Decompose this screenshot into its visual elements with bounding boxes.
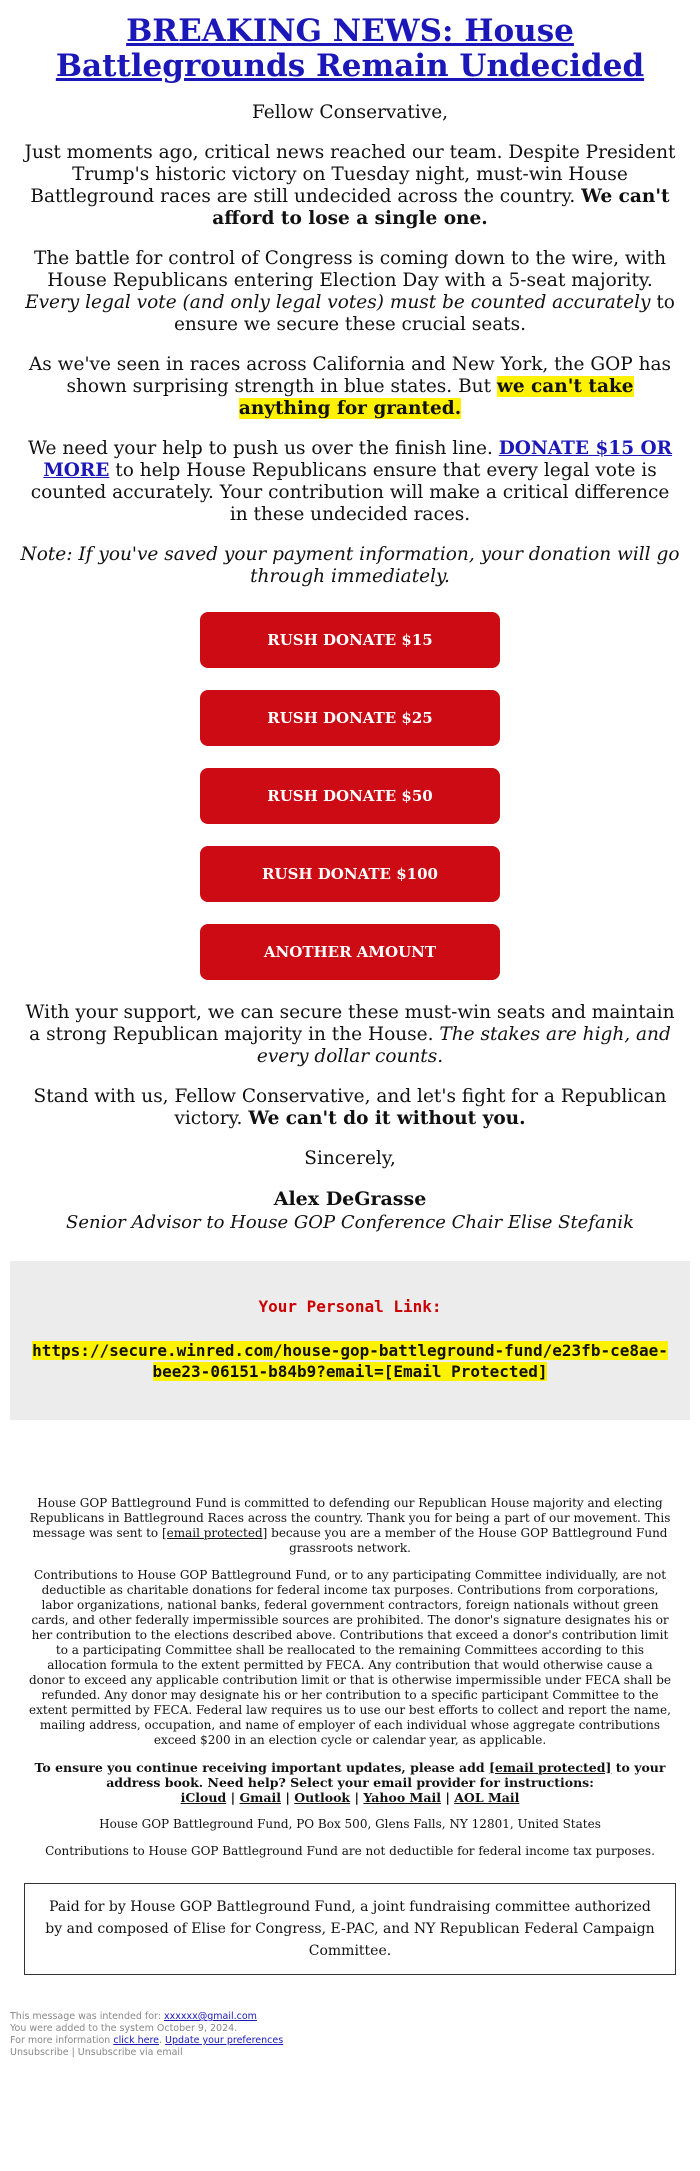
tiny-more-text: For more information [10,2035,114,2046]
paragraph-5 [20,1002,680,1068]
paragraph-1-bold: We can't afford to lose a single one. [212,186,670,229]
footer-about-text: House GOP Battleground Fund is committed to defending our Republican House majority and electing Republicans in Battleground Races across the country. Thank you for being a part of our movement. This message was sent to [29,1496,671,1540]
paragraph-2-tail: to ensure we secure these crucial seats. [173,292,675,335]
closing: Sincerely, [304,1148,396,1169]
tiny-footer [10,2011,690,2059]
footer-legal: Contributions to House GOP Battleground Fund, or to any participating Committee individually, are not deductible as charitable donations for federal income tax purposes. Contributions from corporations, labor organizations, national banks, federal government contractors, foreign nationals without green cards, and other federally impermissible sources are prohibited. The donor's signature designates his or her contribution to the elections described above. Contributions that exceed a donor's contribution limit to a participating Committee shall be reallocated to the remaining Committees according to this allocation formula to the extent permitted by FECA. Any contribution that would otherwise cause a donor to exceed any applicable contribution limit or that is otherwise impermissible under FECA shall be refunded. Any donor may designate his or her contribution to a specific participant Committee to the extent permitted by FECA. Federal law requires us to use our best efforts to collect and report the name, mailing address, occupation, and name of employer of each individual whose aggregate contributions exceed $200 in an election cycle or calendar year, as applicable. [28,1568,672,1747]
paragraph-5-italic: The stakes are high, and every dollar counts. [256,1024,671,1067]
tiny-intended [10,2011,690,2023]
donate-15-button[interactable]: RUSH DONATE $15 [200,612,500,668]
footer-about [28,1496,672,1556]
paragraph-2-text: The battle for control of Congress is coming down to the wire, with House Republicans entering Election Day with a 5-seat majority. [33,248,667,291]
paragraph-6-text: Stand with us, Fellow Conservative, and let's fight for a Republican victory. [33,1086,667,1129]
paragraph-2 [20,248,680,336]
note-text: Note: If you've saved your payment information, your donation will go through immediately. [20,544,680,587]
tiny-unsubscribe[interactable]: Unsubscribe | Unsubscribe via email [10,2047,183,2058]
tiny-added: You were added to the system October 9, 2024. [10,2023,238,2034]
greeting: Fellow Conservative, [251,102,449,123]
personal-link-label: Your Personal Link: [258,1297,442,1316]
footer-updates: To ensure you continue receiving important updates, please add [email protected] to your address book. Need help? Select your email provider for instructions: iCloud | Gmail | Outlook | Yahoo Mail | AOL Mail [34,1760,666,1805]
footer-about-email[interactable]: [email protected] [161,1526,268,1540]
footer-about-tail: because you are a member of the House GOP Battleground Fund grassroots network. [267,1526,668,1555]
footer-tax: Contributions to House GOP Battleground Fund are not deductible for federal income tax purposes. [45,1844,655,1858]
provider-outlook-link[interactable]: Outlook [294,1790,351,1805]
paragraph-1-text: Just moments ago, critical news reached our team. Despite President Trump's historic victory on Tuesday night, must-win House Battleground races are still undecided across the country. [24,142,676,207]
email-body [10,14,690,2059]
personal-link-box [10,1261,690,1420]
paragraph-4-text: We need your help to push us over the finish line. [27,438,499,459]
provider-aol-link[interactable]: AOL Mail [454,1790,520,1805]
donate-25-button[interactable]: RUSH DONATE $25 [200,690,500,746]
paragraph-6 [20,1086,680,1130]
note [20,544,680,588]
footer-updates-text: To ensure you continue receiving important updates, please add [34,1760,489,1775]
personal-link-url[interactable]: https://secure.winred.com/house-gop-battleground-fund/e23fb-ce8ae-bee23-06151-b84b9?email=[Email Protected] [32,1341,668,1381]
paragraph-2-italic: Every legal vote (and only legal votes) must be counted accurately [25,292,651,313]
provider-yahoo-link[interactable]: Yahoo Mail [363,1790,441,1805]
paragraph-5-text: With your support, we can secure these must-win seats and maintain a strong Republican majority in the House. [25,1002,675,1045]
tiny-intended-email[interactable]: xxxxxx@gmail.com [164,2011,257,2022]
tiny-more: For more information click here. Update your preferences [10,2035,284,2046]
another-amount-button[interactable]: ANOTHER AMOUNT [200,924,500,980]
signer-name: Alex DeGrasse [273,1188,427,1210]
paragraph-1 [20,142,680,230]
click-here-link[interactable]: click here [113,2035,159,2046]
footer-updates-email[interactable]: [email protected] [488,1760,612,1775]
donate-buttons [10,612,690,980]
paragraph-4 [20,438,680,526]
paragraph-3-text: As we've seen in races across California and New York, the GOP has shown surprising strength in blue states. But [28,354,672,397]
paid-for-box: Paid for by House GOP Battleground Fund, a joint fundraising committee authorized by and composed of Elise for Congress, E-PAC, and NY Republican Federal Campaign Committee. [24,1883,676,1975]
paragraph-3-highlight: we can't take anything for granted. [238,376,634,419]
footer-address: House GOP Battleground Fund, PO Box 500, Glens Falls, NY 12801, United States [99,1817,601,1831]
signer-title: Senior Advisor to House GOP Conference Chair Elise Stefanik [66,1212,634,1233]
donate-link[interactable]: DONATE $15 OR MORE [43,438,673,481]
paragraph-6-bold: We can't do it without you. [248,1108,526,1129]
paragraph-4-tail: to help House Republicans ensure that every legal vote is counted accurately. Your contribution will make a critical difference in these undecided races. [30,460,670,525]
headline [20,14,680,84]
paragraph-3 [20,354,680,420]
provider-gmail-link[interactable]: Gmail [239,1790,281,1805]
tiny-intended-text: This message was intended for: [10,2011,164,2022]
donate-100-button[interactable]: RUSH DONATE $100 [200,846,500,902]
personal-link-url-wrap [30,1340,670,1382]
footer [28,1496,672,1859]
headline-link[interactable]: BREAKING NEWS: House Battlegrounds Remain Undecided [55,13,645,84]
footer-updates-tail: to your address book. Need help? Select your email provider for instructions: [106,1760,666,1790]
donate-50-button[interactable]: RUSH DONATE $50 [200,768,500,824]
update-preferences-link[interactable]: Update your preferences [165,2035,284,2046]
provider-icloud-link[interactable]: iCloud [180,1790,227,1805]
